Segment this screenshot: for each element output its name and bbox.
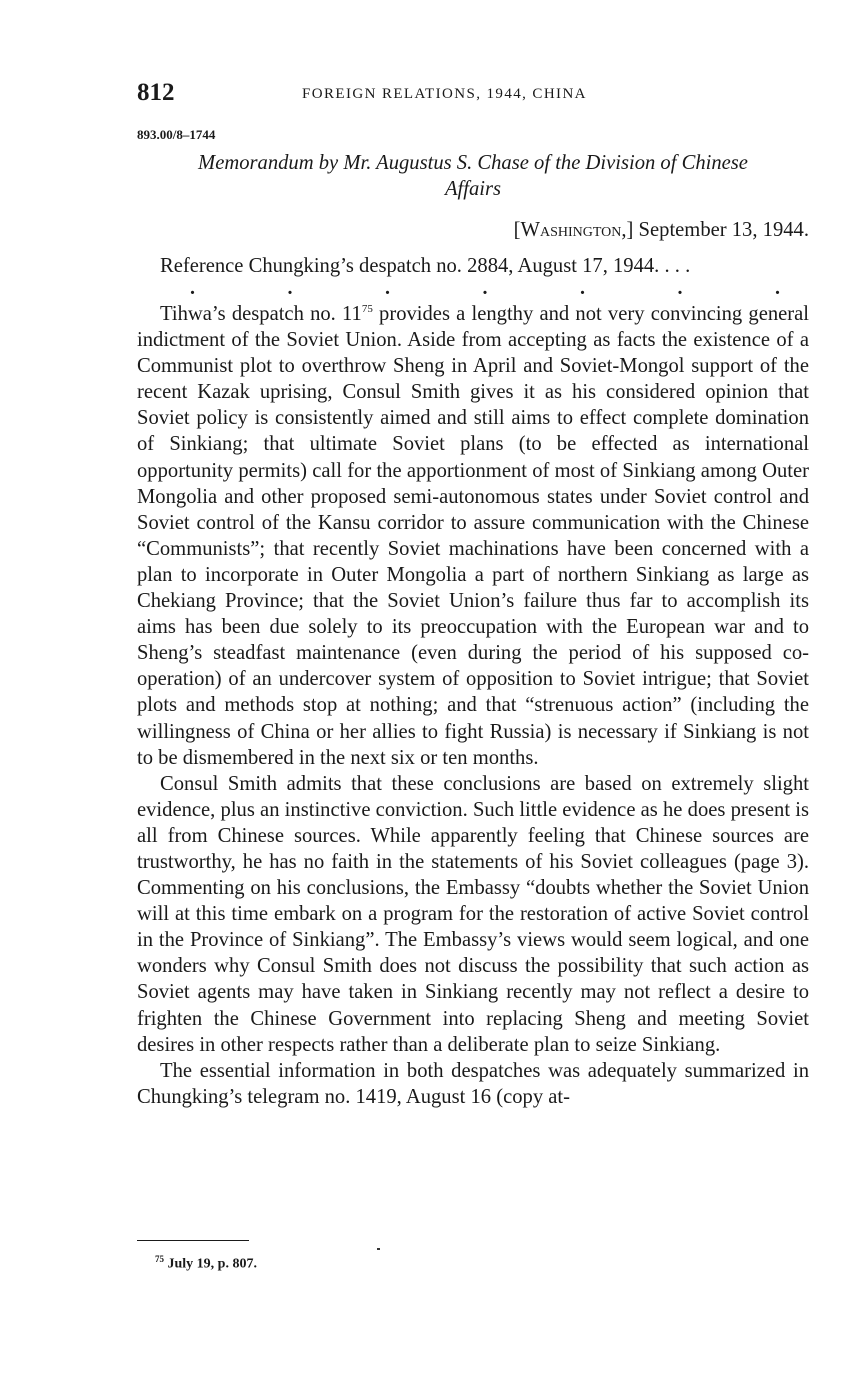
title-line-1: Memorandum by Mr. Augustus S. Chase of the Division of Chinese (198, 152, 748, 174)
footnote (155, 1254, 257, 1273)
file-number: 893.00/8–1744 (137, 127, 216, 142)
footnote-text: July 19, p. 807. (164, 1256, 257, 1272)
omission-dot: . (482, 277, 488, 299)
omission-dot: . (677, 277, 683, 299)
stray-mark (377, 1248, 380, 1250)
paragraph-1-rest: provides a lengthy and not very convincing general indictment of the Soviet Union. Aside from accepting as facts the existence of a Communist plot to overthrow Sheng in April and Soviet-Mongol support of the recent Kazak uprising, Consul Smith gives it as his considered opinion that Soviet policy is consistently aimed and still aims to effect complete domination of Sinkiang; that ultimate Soviet plans (to be effected as international opportunity permits) call for the apportionment of most of Sinkiang among Outer Mongolia and other proposed semi-autonomous states under Soviet control and Soviet control of the Kansu corridor to assure communication with the Chinese “Communists”; that recently Soviet machinations have been concerned with a plan to incorporate in Outer Mongolia a part of northern Sinkiang as large as Chekiang Province; that the Soviet Union’s failure thus far to accomplish its aims has been due solely to its preoccupation with the European war and to Sheng’s steadfast maintenance (even during the period of his supposed cooperation) of an undercover system of opposition to Soviet intrigue; that Soviet plots and methods stop at nothing; and that “strenuous action” (including the willingness of China or her allies to fight Russia) is necessary if Sinkiang is not to be dismembered in the next six or ten months. (137, 303, 810, 769)
omission-dot: . (580, 277, 585, 299)
omission-dot: . (287, 277, 293, 299)
omission-dot: . (190, 277, 195, 299)
omission-dot: . (775, 277, 780, 299)
paragraph-2: Consul Smith admits that these conclusions are based on extremely slight evidence, plus an instinctive conviction. Such little evidence as he does present is all from Chinese sources. While apparently feeling that Chinese sources are trustworthy, he has no faith in the statements of his Soviet colleagues (page 3). Commenting on his conclusions, the Embassy “doubts whether the Soviet Union will at this time embark on a program for the restoration of active Soviet control in the Province of Sinkiang”. The Embassy’s views would seem logical, and one wonders why Consul Smith does not discuss the possibility that such action as Soviet agents may have taken in Sinkiang recently may not reflect a desire to frighten the Chinese Government into replacing Sheng and meeting Soviet desires in other respects rather than a deliberate plan to seize Sinkiang. (137, 772, 809, 1056)
paragraph-1-start: Tihwa’s despatch no. 11 (160, 303, 362, 325)
footnote-rule (137, 1240, 249, 1241)
footnote-mark: 75 (155, 1254, 164, 1264)
page-number: 812 (137, 79, 175, 106)
footnote-reference: 75 (361, 303, 373, 316)
dateline-date: September 13, 1944. (638, 219, 809, 241)
document-title (137, 150, 809, 202)
running-head: FOREIGN RELATIONS, 1944, CHINA (302, 86, 587, 102)
omission-dot: . (385, 277, 390, 299)
omission-dots (190, 278, 780, 298)
paragraph-3: The essential information in both despatches was adequately summarized in Chungking’s telegram no. 1419, August 16 (copy at- (137, 1059, 809, 1108)
dateline-place: [Washington,] (513, 219, 634, 241)
dateline (514, 219, 809, 242)
paragraph-1 (137, 301, 809, 771)
reference-line: Reference Chungking’s despatch no. 2884, August 17, 1944. . . . (160, 255, 691, 277)
body-text (137, 301, 809, 1110)
title-line-2: Affairs (444, 178, 502, 200)
